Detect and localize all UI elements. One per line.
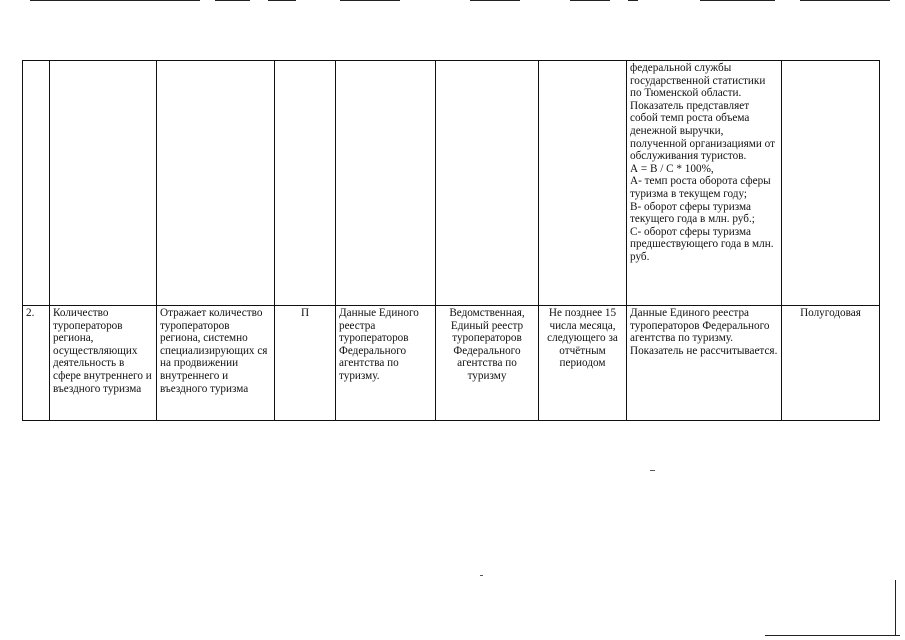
cell-deadline: Не позднее 15 числа месяца, следующего за отчётным периодом — [539, 306, 627, 421]
methodology-text: федеральной службы государственной статистики по Тюменской области. — [630, 62, 766, 100]
scan-edge-line — [800, 0, 890, 1]
cell-deadline — [539, 61, 627, 306]
scan-edge-line — [470, 0, 520, 1]
cell-responsible — [436, 61, 539, 306]
cell-methodology — [627, 61, 782, 306]
scan-edge-line — [268, 0, 296, 1]
cell-description: Отражает количество туроператоров региона, системно специализирующих ся на продвижении внутреннего и въездного туризма — [157, 306, 275, 421]
table-row — [23, 306, 880, 421]
scan-edge-line — [895, 580, 896, 635]
scan-edge-line — [340, 0, 400, 1]
formula-definition: А- темп роста оборота сферы туризма в текущем году; — [630, 175, 771, 200]
cell-description — [157, 61, 275, 306]
cell-responsible: Ведомственная, Единый реестр туроператоров Федерального агентства по туризму — [436, 306, 539, 421]
formula-definition: С- оборот сферы туризма предшествующего года в млн. руб. — [630, 225, 774, 263]
scan-speck — [650, 470, 655, 471]
cell-num: 2. — [23, 306, 50, 421]
indicators-table — [22, 60, 880, 421]
cell-source: Данные Единого реестра туроператоров Федерального агентства по туризму. — [336, 306, 436, 421]
cell-frequency: Полугодовая — [782, 306, 880, 421]
formula-definition: В- оборот сферы туризма текущего года в млн. руб.; — [630, 200, 755, 226]
scan-edge-line — [628, 0, 638, 1]
scan-edge-line — [765, 635, 900, 636]
cell-type: П — [275, 306, 336, 421]
cell-methodology — [627, 306, 782, 421]
methodology-text: Показатель представляет собой темп роста объема денежной выручки, полученной организациями от обслуживания туристов. — [630, 99, 775, 163]
scan-edge-line — [700, 0, 775, 1]
methodology-text: Показатель не рассчитывается. — [630, 344, 778, 357]
scan-edge-line — [215, 0, 250, 1]
scan-edge-line — [30, 0, 200, 1]
formula-text: А = В / С * 100%, — [630, 162, 714, 175]
methodology-text: Данные Единого реестра туроператоров Федерального агентства по туризму. — [630, 307, 770, 345]
cell-num — [23, 61, 50, 306]
cell-source — [336, 61, 436, 306]
table-row — [23, 61, 880, 306]
cell-type — [275, 61, 336, 306]
cell-name — [50, 61, 157, 306]
scan-edge-line — [570, 0, 610, 1]
cell-frequency — [782, 61, 880, 306]
scan-speck — [480, 575, 483, 576]
cell-name: Количество туроператоров региона, осуществляющих деятельность в сфере внутреннего и въездного туризма — [50, 306, 157, 421]
